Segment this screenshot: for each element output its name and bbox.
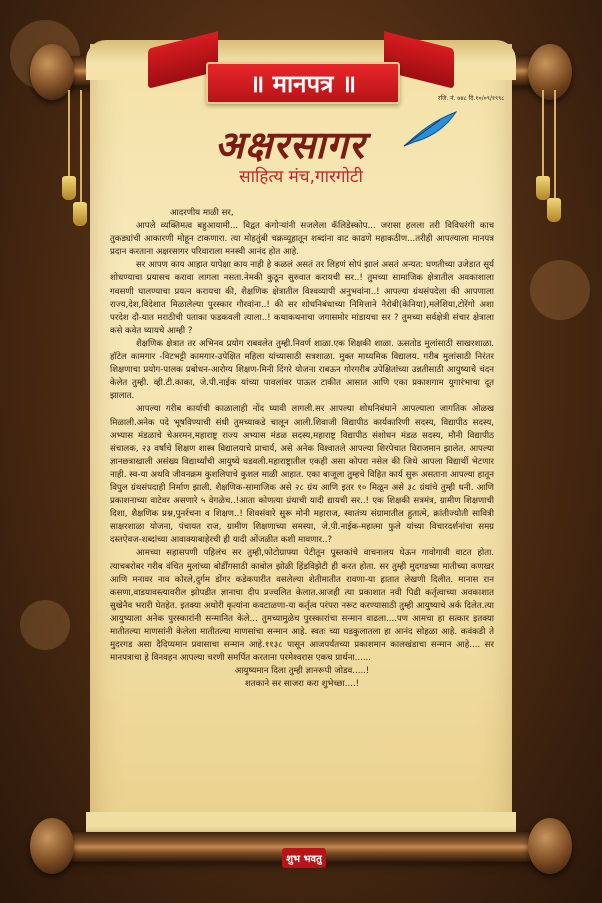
body-paragraph: शैक्षणिक क्षेत्रात तर अभिनव प्रयोग राबवलेत तुम्ही.निवर्ण शाळा.एक शिक्षकी शाळा. ऊसतोड मुलांसाठी साखरशाळा. हॉटेल कामगार -विटभट्टी कामगार-उपेक्षित महिला यांच्यासाठी सत्रशाळा. मुक्त माध्यमिक विद्यालय. गरीब मुलांसाठी निरंतर शिक्षणाचा प्रयोग-पालक प्रबोधन-आरोग्य शिक्षण-मिनी दिंगरे योजना राबऊन गोरगरीब उपेक्षितांच्या उन्नतीसाठी आयुष्याचे चंदन केलेत तुम्ही. व्ही.टी.काका, जे.पी.नाईक यांच्या पावलांवर पाऊल टाकीत आसात आणि एका प्रकाशगाम युगारंभाचा दूत झालात. — [110, 338, 494, 402]
scroll-bottom-left-knob — [30, 818, 74, 874]
brand-logo: शुभ भवतु — [282, 848, 326, 868]
scroll-top-right-knob — [528, 44, 572, 100]
organization-subtitle: साहित्य मंच,गारगोटी — [239, 167, 363, 187]
feather-quill-icon — [400, 108, 460, 148]
organization-name: अक्षरसागर — [214, 122, 366, 167]
left-tassel-icon — [73, 202, 87, 226]
tassel-cord — [68, 90, 70, 180]
background-light — [530, 260, 590, 320]
body-paragraph: आमच्या सहासपणी पहिलंच सर तुम्ही,फोटोग्राफ्या पेटीतून पुस्तकांचे वाचनालय घेऊन गावोगावी वाटत होता. त्याचबरोबर गरीब वंचित मुलांच्या बोर्डींगसाठी काबोल झोळी हिंडविझेटी ही करत होता. सर तुम्ही मुदगडच्या मातीच्या कणखर आणि मनावर नाव कोरले,दुर्गम डोंगर कडेकपारीत वसलेल्या शेतीमातीत रावणा-या हातात लेखणी दिलीत. मानास रान कसणा,वाडयावस्त्यावरील झोपडीत ज्ञानाचा दीप प्रज्वलित केलात.आजही त्या प्रकाशात नवी पिढी कर्तृत्वाच्या अवकाशात सुखेनैव भरारी घेतहेत. इतक्या अथोरी कृत्यांना कवटाळणा-या कर्तृत्व परंपरा नरूट करण्यासाठी तुम्ही आयुष्याचे अर्क दिलेत.त्या आयुष्याला अनेक पुरस्कारांनी सन्मानित केले... तुमच्यामुळेच पुरस्कारांचा सन्मान वाढला....पण आमचा हा सत्कार इतक्या मातीतल्या माणसांनी केलेला मातीतल्या माणसांचा सन्मान आहे. स्वतः च्या घडकुलातला हा आनंद सोहळा आहे. कवंकडी ते मुदरगड असा दैदिप्यमान प्रवासाचा सन्मान आहे.११३८ पासून आजपर्यंतच्या प्रकाशमान कालखंडाचा सन्मान आहे.... सर मानपत्राचा हे विनवहन आपल्या चरणी समर्पित करताना परमेश्वरास एकच प्रार्थना...... — [110, 548, 494, 664]
closing-line: शतकाने सर साजरा करा शुभेच्छा....! — [244, 679, 360, 690]
banner-title: ॥ मानपत्र ॥ — [206, 62, 400, 104]
salutation: आदरणीय माळी सर, — [170, 208, 234, 218]
background-light — [20, 600, 70, 650]
side-credit: © शुभेच्छा कलासागर — [515, 640, 522, 689]
certificate-body — [110, 207, 494, 691]
tassel-cord — [80, 90, 82, 205]
left-tassel-icon — [62, 176, 76, 200]
right-tassel-icon — [547, 198, 561, 222]
body-paragraph: सर आपण काय आहात यापेक्षा काय नाही हे कळलं असतं तर लिहणं सोपं झालं असतं अन्यत: घणतीच्या उजेडात सूर्य शोधण्याचा प्रयासच करावा लागला नसता.नेमकी कुठून सुरुवात करायची सर..! तुमच्या सामाजिक क्षेत्रातील अवकाशाला गवसणी घालण्याचा प्रयत्न करायचा की, शैक्षणिक क्षेत्रातील विश्वव्यापी अनुभवांना..! आपल्या ग्रंथसंपदेला की आपणाला राज्य,देश,विदेशात मिळालेल्या पुरस्कार गौरवांना..! की सर शोधनिबंधाच्या निमित्ताने नैरोबी(केनिया),मलेशिया,टोरेंगो अशा परदेश दौ-यात मराठीची पताका फडकवली त्याला..! कथाकथनाचा जगासमोर मांडायचा सर ? तुमच्या सर्वक्षेत्री संचार क्षेत्राला कसे कवेत घ्यायचे आम्ही ? — [110, 260, 494, 336]
right-tassel-icon — [536, 176, 550, 200]
closing-line: आयुष्यमान दिला तुम्ही ज्ञानरूपी जोडव.....! — [234, 666, 370, 677]
registration-number: रजि. नं. ७४८ दि.१०/०९/१९९८ — [438, 95, 505, 102]
body-paragraph: आपल्या गरीब कार्याची काळालाही नोंद घ्यावी लागली.सर आपल्या शोधनिबंधाने आपल्याला जागतिक ओळख मिळाली.अनेक पदे भूषविण्याची संधी तुमच्याकडे चालून आली.शिवाजी विद्यापीठ कार्यकारिणी सदस्य, विद्यापीठ सदस्य, अभ्यास मंडळाचे चेअरमन,महाराष्ट्र राज्य अभ्यास मंडळ सदस्य,महाराष्ट्र विद्यापीठ संशोधन मंडळ सदस्य, मौनी विद्यापीठ संचालक, २३ वर्षांचे शिक्षण शास्त्र विद्यालयाचे प्राचार्य, असे अनेक विश्वातले आपल्या शिरपेचात विराजमान झालेत. आपल्या ज्ञानछत्राखाली असंख्य विद्यार्थ्यांची आयुष्ये घडवली.महाराष्ट्रातील एकही असा कोपरा नसेल की जिथे आपला विद्यार्थी भेटणार नाही. स्व-या अथवि जीवनक्रम कुशलिपाचे कुशल माळी आहात. एका बाजूला तुम्हचे विहित कार्य सुरू असताना आपल्या हातून विपुल ग्रंथसंपदाही निर्माण झाली. शैक्षणिक-सामाजिक असे २८ ग्रंथ आणि इतर १० मिळून असे ३८ ग्रंथांचे तुम्ही धनी. आणि प्रकाशनाच्या वाटेवर असणारे ५ वेगळेच..!आता कोणत्या ग्रंथाची यादी द्यायची सर..! एक शिक्षकी सत्रमंत्र, ग्रामीण शिक्षणाची दिशा, शैक्षणिक प्रश्न,पुनर्रचना व शिक्षण..! शिवसंवारे सुरू मोनी महाराज, स्वातंत्र्य संग्रामातील हुतात्मे, क्रांतीज्योती सावित्री साक्षरशाळा योजना, पंचायत राज, ग्रामीण शिक्षणाच्या समस्या, जे.पी.नाईक-महात्मा फुले यांच्या विचारदर्शनांचा समग्र दस्तऐवज-शब्दांच्या आवाक्याबाहेरची ही यादी ओंजळीत कशी मावणार..? — [110, 404, 494, 546]
tassel-cord — [554, 90, 556, 200]
tassel-cord — [542, 90, 544, 180]
scroll-bottom-right-knob — [528, 818, 572, 874]
body-paragraph: आपले व्यक्तिमत्व बहुआयामी... विद्वत कंगोऱ्यांनी सजलेला कॅलिडेस्कोप... जरासा हलला तरी विविधरंगी काच तुकड्यांची आकारणी मोहून टाकणारा. त्या मोहतुंबी चक्रव्यूहातून शब्दांना वाट काढणे महाकठीण...तरीही आपल्याला मानपत्र प्रदान करताना अक्षरसागर परिवाराला मनस्वी आनंद होत आहे. — [110, 221, 494, 258]
